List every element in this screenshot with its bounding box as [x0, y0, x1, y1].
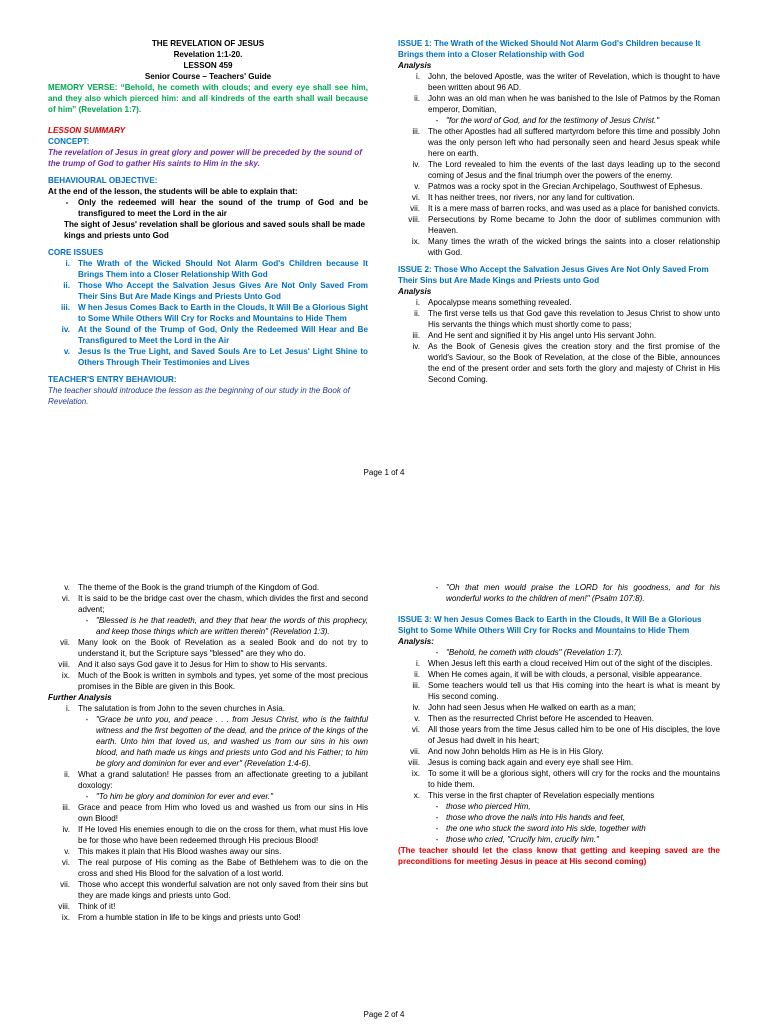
list-item: v. The theme of the Book is the grand triumph of the Kingdom of God.: [64, 583, 320, 592]
list-item: viii. And it also says God gave it to Jesus for Him to show to His servants.: [58, 660, 328, 669]
quote-item: - the one who stuck the sword into His side, together with: [435, 824, 646, 833]
list-item: iv. The Lord revealed to him the events of the last days leading up to the second coming of Jesus and the final triumph over the powers of the enemy.: [412, 160, 720, 180]
list-item: viii. Think of it!: [58, 902, 116, 911]
list-item: iii. Grace and peace from Him who loved us and washed us from our sins in His own Blood!: [62, 803, 368, 823]
issue-1-list: [398, 71, 720, 258]
core-issue-item: iv. At the Sound of the Trump of God, Only the Redeemed Will Hear and Be Transfigured to Meet the Lord in the Air: [61, 325, 368, 345]
list-item: ii. The first verse tells us that God gave this revelation to Jesus Christ to show unto His servants the things which must shortly come to pass;: [414, 309, 720, 329]
entry-behaviour-heading: TEACHER'S ENTRY BEHAVIOUR:: [48, 375, 177, 384]
list-item: iv. John had seen Jesus when He walked on earth as a man;: [412, 703, 636, 712]
list-item: iv. As the Book of Genesis gives the creation story and the first promise of the world's Saviour, so the Book of Revelation, at the close of the Bible, announces the end of the present order and sets forth the glory and majesty of Christ in His Second Coming.: [412, 342, 720, 384]
list-item: ii. When He comes again, it will be with clouds, a personal, visible appearance.: [414, 670, 702, 679]
core-issues-heading: CORE ISSUES: [48, 248, 104, 257]
list-item: ii. John was an old man when he was banished to the Isle of Patmos by the Roman emperor, Domitian,: [414, 94, 720, 114]
list-item: vii. It is a mere mass of barren rocks, and was used as a place for banished convicts.: [410, 204, 720, 213]
list-item: iv. If He loved His enemies enough to die on the cross for them, what must His love be for those who have been redeemed through His precious Blood!: [62, 825, 368, 845]
memory-verse: MEMORY VERSE: “Behold, he cometh with clouds; and every eye shall see him, and they also which pierced him: and all kindreds of the earth shall wail because of him” (Revelation 1:7).: [48, 83, 368, 114]
list-item: vii. Those who accept this wonderful salvation are not only saved from their sins but they are made kings and priests unto God.: [60, 880, 368, 900]
list-item: viii. Jesus is coming back again and every eye shall see Him.: [408, 758, 634, 767]
course-name: Senior Course – Teachers' Guide: [144, 72, 272, 81]
core-issue-item: v. Jesus Is the True Light, and Saved Souls Are to Let Jesus' Light Shine to Others Through Their Testimonies and Lives: [63, 347, 368, 367]
quote-item: - "To him be glory and dominion for ever and ever.": [85, 792, 274, 801]
objective-heading: BEHAVIOURAL OBJECTIVE:: [48, 176, 158, 185]
list-item: i. When Jesus left this earth a cloud received Him out of the sight of the disciples.: [415, 659, 713, 668]
lesson-reference: Revelation 1:1-20.: [173, 50, 243, 59]
issue-3-heading: ISSUE 3: W hen Jesus Comes Back to Earth in the Clouds, It Will Be a Glorious Sight to Some While Others Will Cry for Rocks and Mountains to Hide Them: [398, 615, 702, 635]
lesson-title: THE REVELATION OF JESUS: [151, 39, 265, 48]
issue-1-heading: ISSUE 1: The Wrath of the Wicked Should Not Alarm God's Children because It Brings them into a Closer Relationship with God: [398, 39, 701, 59]
list-item: i. John, the beloved Apostle, was the writer of Revelation, which is thought to have been written about 96 AD.: [415, 72, 720, 92]
quote-item: - "Oh that men would praise the LORD for his goodness, and for his wonderful works to the children of men!" (Psalm 107:8).: [435, 583, 720, 603]
page2-right-column: [398, 582, 720, 867]
quote-item: - "Blessed is he that readeth, and they that hear the words of this prophecy, and keep those things which are written therein" (Revelation 1:3).: [85, 616, 368, 636]
page2-left-column: [48, 582, 368, 923]
list-item: iii. And He sent and signified it by His angel unto His servant John.: [412, 331, 657, 340]
list-item: vi. All those years from the time Jesus called him to be one of His disciples, the love of Jesus had dwelt in his heart;: [411, 725, 720, 745]
quote-item: - those who drove the nails into His hands and feet,: [435, 813, 626, 822]
further-analysis-heading: Further Analysis: [48, 693, 112, 702]
list-item: iii. Some teachers would tell us that His coming into the heart is what is meant by His second coming.: [412, 681, 720, 701]
page-footer: Page 1 of 4: [363, 468, 405, 477]
quote-item: - "for the word of God, and for the testimony of Jesus Christ.": [435, 116, 660, 125]
list-item: vi. It has neither trees, nor rivers, nor any land for cultivation.: [411, 193, 635, 202]
concept-text: The revelation of Jesus in great glory and power will be preceded by the sound of the trump of God to gather His saints to Him in the sky.: [48, 148, 362, 168]
core-issue-item: iii. W hen Jesus Comes Back to Earth in the Clouds, It Will Be a Glorious Sight to Some While Others Will Cry for Rocks and Mountains to Hide Them: [61, 303, 368, 323]
quote-item: - "Behold, he cometh with clouds" (Revelation 1:7).: [435, 648, 624, 657]
list-item: x. This verse in the first chapter of Revelation especially mentions: [413, 791, 655, 800]
objective-item: - Only the redeemed will hear the sound of the trump of God and be transfigured to meet the Lord in the air: [65, 198, 368, 218]
teacher-note: (The teacher should let the class know that getting and keeping saved are the preconditions for meeting Jesus in peace at His second coming): [398, 846, 720, 866]
list-item: vii. And now John beholds Him as He is in His Glory.: [410, 747, 604, 756]
list-item: i. Apocalypse means something revealed.: [415, 298, 572, 307]
concept-heading: CONCEPT:: [48, 137, 90, 146]
list-item: ix. To some it will be a glorious sight, others will cry for the rocks and the mountains to hide them.: [411, 769, 720, 789]
list-item: iii. The other Apostles had all suffered martyrdom before this time and possibly John was the only person left who had personally seen and heard Jesus speak while here on earth.: [412, 127, 720, 158]
quote-item: - those who pierced Him,: [435, 802, 531, 811]
issue-2-heading: ISSUE 2: Those Who Accept the Salvation Jesus Gives Are Not Only Saved From Their Sins but Are Made Kings and Priests unto God: [398, 265, 709, 285]
core-issues-list: [48, 258, 368, 368]
document-page-2: [0, 512, 768, 1024]
objective-intro: At the end of the lesson, the students will be able to explain that:: [48, 187, 298, 196]
list-item: v. Patmos was a rocky spot in the Grecian Archipelago, Southwest of Ephesus.: [414, 182, 703, 191]
issue-2-list: [398, 297, 720, 385]
list-item: vi. The real purpose of His coming as the Babe of Bethlehem was to die on the cross and shed His Blood for the salvation of a lost world.: [61, 858, 368, 878]
lesson-number: LESSON 459: [183, 61, 233, 70]
list-item: vii. Many look on the Book of Revelation as a sealed Book and do not try to understand it, but the Scripture says "blessed" are they who do.: [60, 638, 368, 658]
lesson-summary-heading: LESSON SUMMARY: [48, 126, 126, 135]
list-item: ii. What a grand salutation! He passes from an affectionate greeting to a jubilant doxology:: [64, 770, 368, 790]
list-item: ix. Many times the wrath of the wicked brings the saints into a closer relationship with God.: [411, 237, 720, 257]
quote-item: - "Grace be unto you, and peace . . . from Jesus Christ, who is the faithful witness and the first begotten of the dead, and the prince of the kings of the earth. Unto him that loved us, and washed us from our sins in his own blood, and hath made us kings and priests unto God and his Father; to him be glory and dominion for ever and ever" (Revelation 1:4-6).: [85, 715, 368, 768]
list-item: i. The salutation is from John to the seven churches in Asia.: [65, 704, 285, 713]
analysis-label: Analysis: [398, 287, 432, 296]
core-issue-item: i. The Wrath of the Wicked Should Not Alarm God's Children because It Brings Them into a Closer Relationship With God: [65, 259, 368, 279]
analysis-label: Analysis: [398, 61, 432, 70]
page-footer: Page 2 of 4: [363, 1010, 405, 1019]
objective-tail: The sight of Jesus' revelation shall be glorious and saved souls shall be made kings and priests unto God: [64, 220, 366, 240]
list-item: viii. Persecutions by Rome became to John the door of sublimes communion with Heaven.: [408, 215, 720, 235]
list-item: vi. It is said to be the bridge cast over the chasm, which divides the first and second advent;: [61, 594, 368, 614]
list-item: ix. Much of the Book is written in symbols and types, yet some of the most precious promises in the Bible are given in this Book.: [61, 671, 368, 691]
page1-right-column: [398, 38, 720, 385]
page1-left-column: [48, 38, 368, 407]
list-item: v. This makes it plain that His Blood washes away our sins.: [64, 847, 282, 856]
list-item: v. Then as the resurrected Christ before He ascended to Heaven.: [414, 714, 654, 723]
list-item: ix. From a humble station in life to be kings and priests unto God!: [61, 913, 301, 922]
core-issue-item: ii. Those Who Accept the Salvation Jesus Gives Are Not Only Saved From Their Sins But Are Made Kings and Priests Unto God: [63, 281, 368, 301]
analysis-label: Analysis:: [398, 637, 434, 646]
quote-item: - those who cried, "Crucify him, crucify him.": [435, 835, 599, 844]
entry-behaviour-text: The teacher should introduce the lesson as the beginning of our study in the Book of Revelation.: [48, 386, 350, 406]
